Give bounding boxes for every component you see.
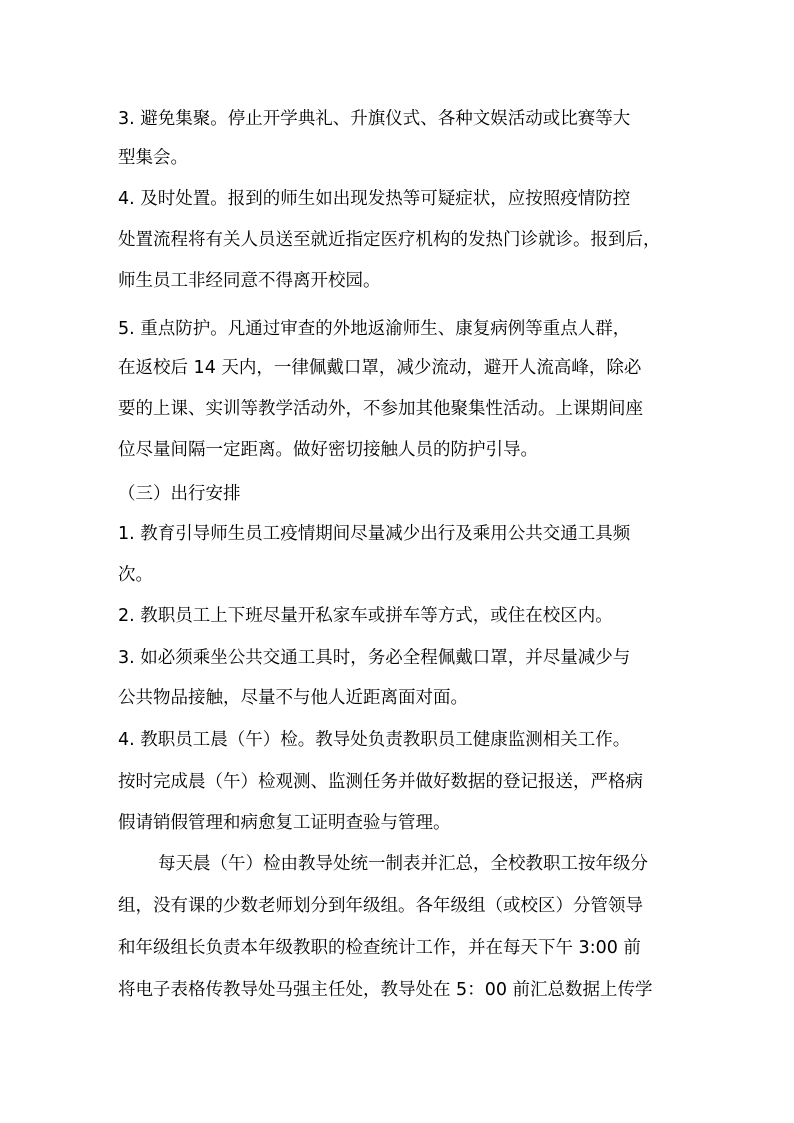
text-line: 师生员工非经同意不得离开校园。 (118, 271, 381, 291)
text-line: 假请销假管理和病愈复工证明查验与管理。 (118, 813, 451, 833)
text-line: 在返校后 14 天内，一律佩戴口罩，减少流动，避开人流高峰，除必 (118, 358, 642, 378)
text-line: 要的上课、实训等教学活动外，不参加其他聚集性活动。上课期间座 (118, 399, 643, 419)
text-line: 处置流程将有关人员送至就近指定医疗机构的发热门诊就诊。报到后， (118, 230, 661, 250)
text-line: 2. 教职员工上下班尽量开私家车或拼车等方式，或住在校区内。 (118, 606, 613, 626)
text-line: 1. 教育引导师生员工疫情期间尽量减少出行及乘用公共交通工具频 (118, 524, 631, 544)
text-line: 和年级组长负责本年级教职的检查统计工作，并在每天下午 3:00 前 (118, 938, 641, 958)
text-line: 组，没有课的少数老师划分到年级组。各年级组（或校区）分管领导 (118, 896, 643, 916)
section-heading: （三）出行安排 (118, 484, 241, 504)
text-line: 公共物品接触，尽量不与他人近距离面对面。 (118, 688, 468, 708)
text-line: 位尽量间隔一定距离。做好密切接触人员的防护引导。 (118, 440, 538, 460)
text-line: 4. 及时处置。报到的师生如出现发热等可疑症状，应按照疫情防控 (118, 189, 631, 209)
text-line: 按时完成晨（午）检观测、监测任务并做好数据的登记报送，严格病 (118, 772, 643, 792)
text-line: 4. 教职员工晨（午）检。教导处负责教职员工健康监测相关工作。 (118, 730, 631, 750)
paragraph-first-line: 每天晨（午）检由教导处统一制表并汇总，全校教职工按年级分 (158, 854, 648, 874)
text-line: 次。 (118, 565, 153, 585)
text-line: 5. 重点防护。凡通过审查的外地返渝师生、康复病例等重点人群， (118, 319, 631, 339)
text-line: 将电子表格传教导处马强主任处，教导处在 5：00 前汇总数据上传学 (118, 980, 653, 1000)
text-line: 3. 避免集聚。停止开学典礼、升旗仪式、各种文娱活动或比赛等大 (118, 109, 631, 129)
text-line: 3. 如必须乘坐公共交通工具时，务必全程佩戴口罩，并尽量减少与 (118, 648, 631, 668)
text-line: 型集会。 (118, 148, 188, 168)
